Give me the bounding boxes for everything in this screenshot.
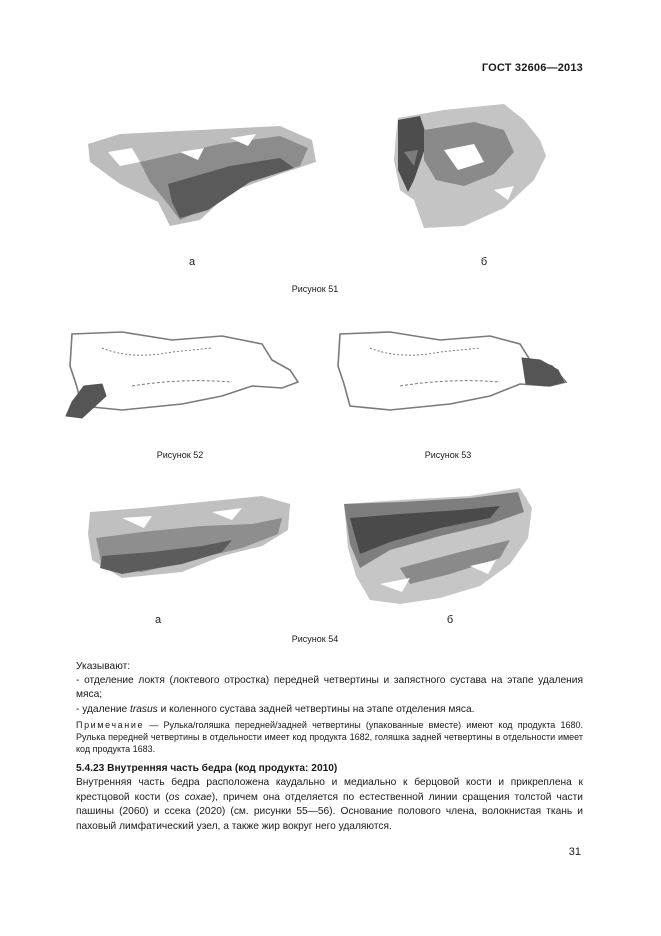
figure-51b-image	[384, 100, 554, 236]
list-item-2-italic: trasus	[130, 703, 158, 715]
figure-51a-label: а	[188, 256, 196, 268]
requirements-list	[76, 660, 583, 717]
figure-51b-label: б	[480, 256, 488, 268]
list-item-2-pre: - удаление	[76, 703, 131, 715]
note-block	[76, 719, 583, 756]
figure-53-image	[330, 326, 570, 426]
figure-52-image	[62, 326, 302, 426]
figure-54a-label: а	[154, 614, 162, 626]
document-code: ГОСТ 32606—2013	[481, 62, 583, 74]
figure-51-caption: Рисунок 51	[291, 284, 339, 294]
figure-52-caption: Рисунок 52	[156, 450, 204, 460]
note-body: — Рулька/голяшка передней/задней четвертины (упакованные вместе) имеют код продукта 1680. Рулька передней четвертины в отдельности имеет код продукта 1682, голяшка задней четвертины в отдельности имеет код продукта 1683.	[76, 720, 583, 755]
section-paragraph-pre: Внутренняя часть бедра расположена каудально и медиально к берцовой кости и прикреплена к крестцовой кости (	[76, 777, 583, 803]
figure-54-caption: Рисунок 54	[291, 634, 339, 644]
page-number: 31	[568, 846, 581, 858]
list-item-2	[76, 703, 583, 717]
note-label: Примечание	[76, 720, 145, 730]
list-item-1: - отделение локтя (локтевого отростка) передней четвертины и запястного сустава на этапе удаления мяса;	[76, 675, 583, 701]
intro-text: Указывают:	[76, 661, 131, 672]
figure-54a-image	[82, 494, 296, 582]
section-5-4-23	[76, 762, 583, 834]
section-paragraph-italic: os coxae	[168, 791, 212, 803]
figure-54b-image	[340, 488, 536, 612]
section-heading: 5.4.23 Внутренняя часть бедра (код продукта: 2010)	[76, 763, 338, 774]
figure-54b-label: б	[446, 614, 454, 626]
section-paragraph	[76, 776, 583, 834]
figure-51a-image	[80, 122, 320, 232]
list-item-2-post: и коленного сустава задней четвертины на этапе отделения мяса.	[157, 703, 475, 715]
figure-53-caption: Рисунок 53	[424, 450, 472, 460]
section-paragraph-post: ), причем она отделяется по естественной линии сращения толстой части пашины (2060) и ссека (2020) (см. рисунки 55—56). Основание полового члена, волокнистая ткань и паховый лимфатический узел, а также жир вокруг него удаляются.	[76, 791, 583, 832]
